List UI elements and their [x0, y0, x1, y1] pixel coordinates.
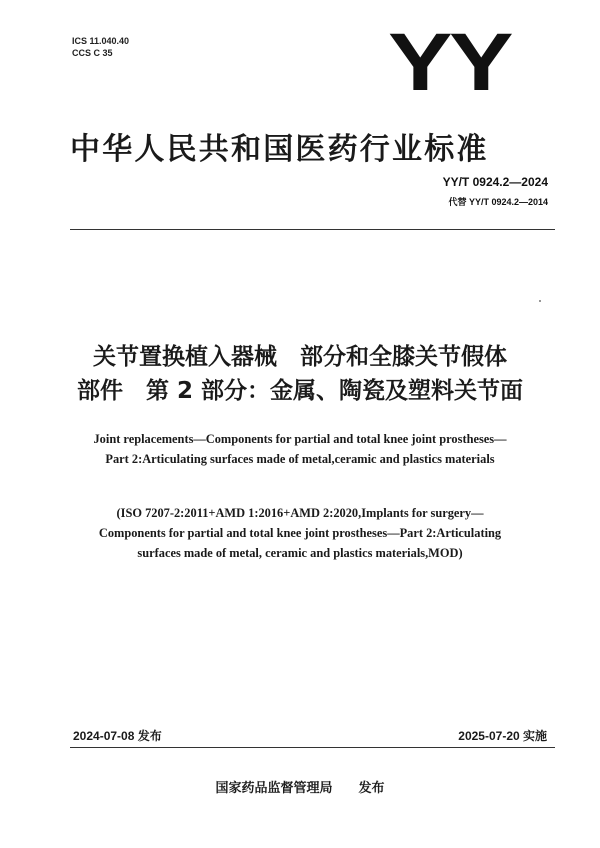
bottom-divider: [70, 747, 555, 748]
english-title-line-1: Joint replacements—Components for partial and total knee joint prostheses—: [93, 432, 507, 446]
issue-date: 2024-07-08 发布: [73, 729, 162, 743]
issuer-name: 国家药品监督管理局: [215, 781, 333, 796]
issuer-line: [0, 777, 600, 796]
ics-code: ICS 11.040.40: [72, 36, 130, 46]
standard-number: YY/T 0924.2—2024: [442, 175, 548, 189]
ccs-code: CCS C 35: [72, 48, 113, 58]
speck-mark: [539, 300, 541, 302]
yy-logo: YY: [388, 17, 511, 108]
iso-reference-line-3: surfaces made of metal, ceramic and plastics materials,MOD): [137, 546, 463, 560]
english-title-line-2: Part 2:Articulating surfaces made of metal,ceramic and plastics materials: [105, 452, 495, 466]
chinese-title-line-1: 关节置换植入器械 部分和全膝关节假体: [93, 344, 507, 370]
chinese-title-line-2: 部件 第 2 部分：金属、陶瓷及塑料关节面: [76, 378, 524, 404]
implementation-date: 2025-07-20 实施: [458, 729, 547, 743]
top-divider: [70, 229, 555, 230]
iso-reference-line-1: (ISO 7207-2:2011+AMD 1:2016+AMD 2:2020,Implants for surgery—: [116, 506, 484, 520]
iso-reference-line-2: Components for partial and total knee joint prostheses—Part 2:Articulating: [98, 526, 502, 540]
replaces-note: 代替 YY/T 0924.2—2014: [448, 197, 548, 207]
organization-title: 中华人民共和国医药行业标准: [70, 132, 489, 167]
issuer-action: 发布: [358, 781, 385, 796]
